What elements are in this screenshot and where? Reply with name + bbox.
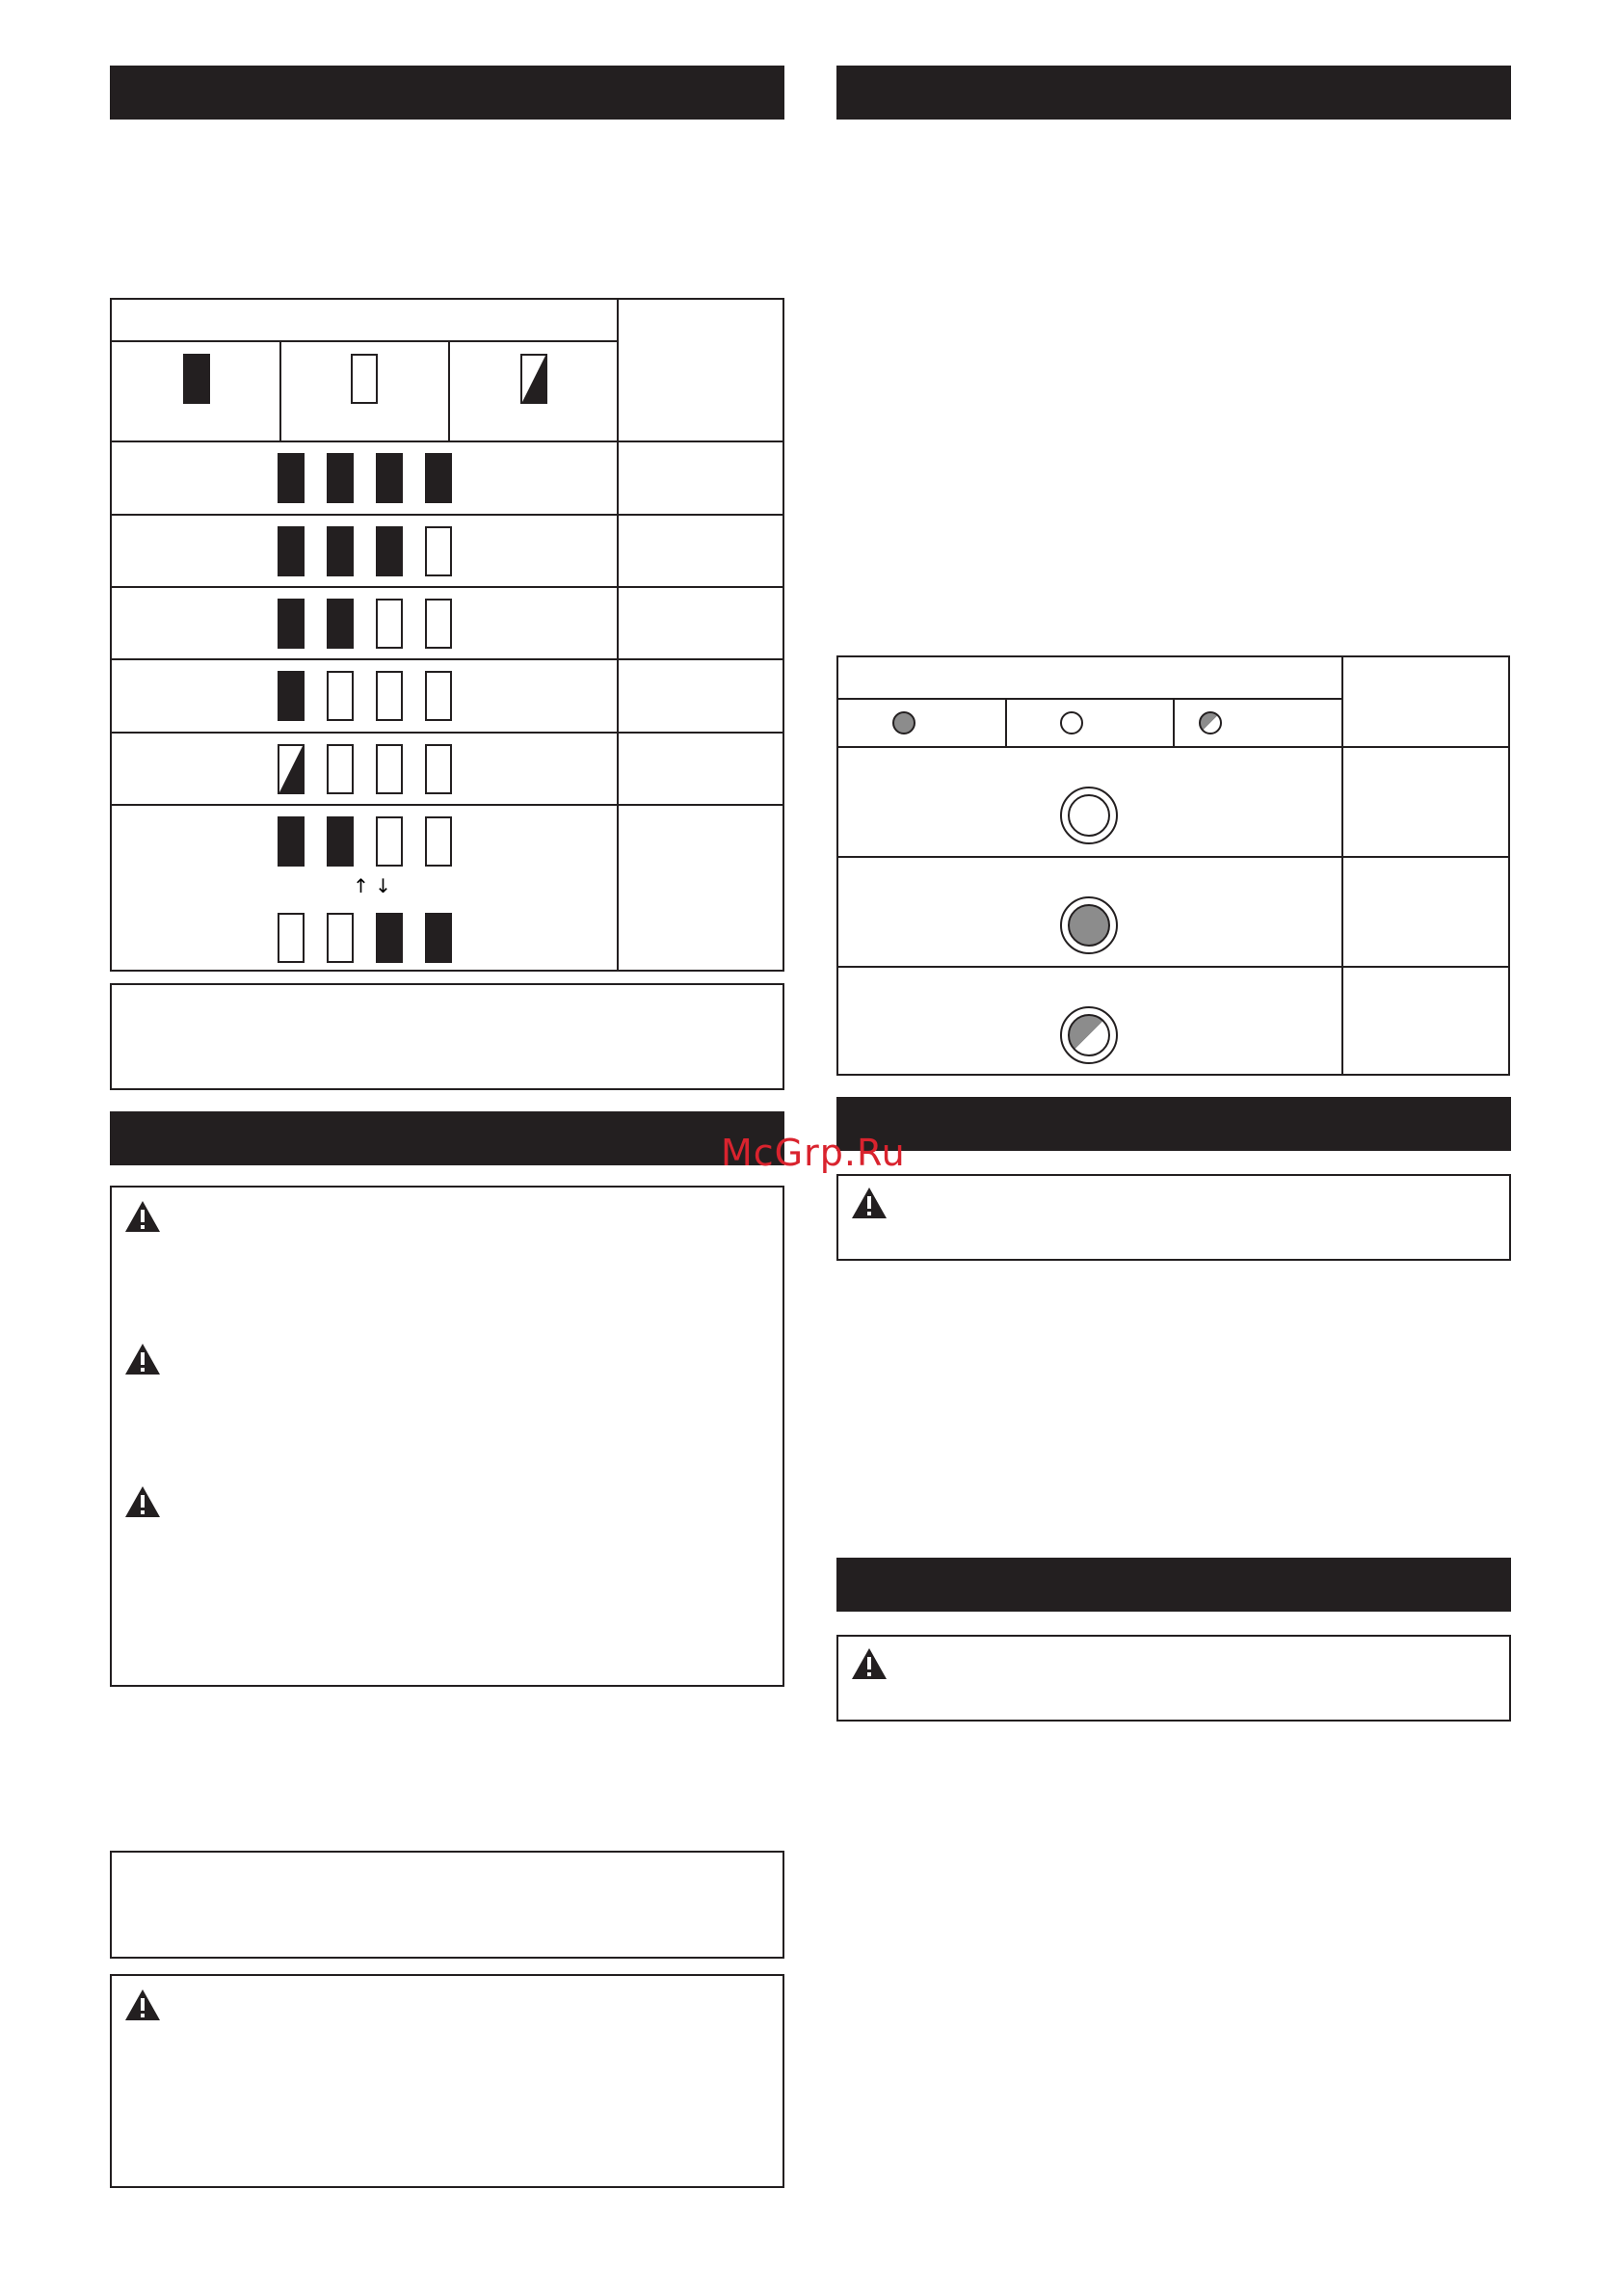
battery-lamp-half-icon xyxy=(278,744,305,794)
led-indicator-table xyxy=(836,655,1510,1076)
battery-lamp-off-icon xyxy=(327,671,354,721)
battery-lamp-on-icon xyxy=(327,816,354,867)
battery-lamp-on-icon xyxy=(376,913,403,963)
warning-triangle-icon xyxy=(123,1988,162,2022)
legend-led-blinking-icon xyxy=(1199,711,1222,734)
legend-lamp-off-icon xyxy=(351,354,378,404)
section-header-bar xyxy=(836,1558,1511,1612)
warning-triangle-icon xyxy=(123,1199,162,1234)
battery-lamp-on-icon xyxy=(376,453,403,503)
battery-lamp-off-icon xyxy=(425,671,452,721)
warning-box xyxy=(836,1635,1511,1722)
battery-lamp-off-icon xyxy=(376,744,403,794)
battery-lamp-off-icon xyxy=(425,816,452,867)
note-box xyxy=(110,1851,784,1959)
warning-box xyxy=(836,1174,1511,1261)
battery-lamp-off-icon xyxy=(376,671,403,721)
battery-lamp-on-icon xyxy=(376,526,403,576)
battery-lamp-off-icon xyxy=(376,599,403,649)
warning-box xyxy=(110,1186,784,1687)
section-header-bar xyxy=(836,66,1511,120)
legend-led-green-icon xyxy=(892,711,915,734)
watermark: McGrp.Ru xyxy=(721,1132,906,1174)
legend-lamp-lighted-icon xyxy=(183,354,210,404)
warning-triangle-icon xyxy=(123,1484,162,1519)
section-header-bar xyxy=(110,1111,784,1165)
battery-lamp-off-icon xyxy=(278,913,305,963)
section-header-bar xyxy=(110,66,784,120)
battery-lamp-off-icon xyxy=(327,913,354,963)
led-green-icon xyxy=(1060,896,1118,954)
warning-triangle-icon xyxy=(850,1186,889,1220)
legend-lamp-blinking-icon xyxy=(520,354,547,404)
arrow-indicator: ↑ ↓ xyxy=(353,874,391,897)
led-blinking-icon xyxy=(1060,1006,1118,1064)
note-box xyxy=(110,983,784,1090)
section-header-bar xyxy=(836,1097,1511,1151)
battery-indicator-table xyxy=(110,298,784,972)
battery-lamp-on-icon xyxy=(278,816,305,867)
led-off-icon xyxy=(1060,787,1118,844)
battery-lamp-on-icon xyxy=(278,526,305,576)
battery-lamp-on-icon xyxy=(327,526,354,576)
battery-lamp-off-icon xyxy=(425,599,452,649)
battery-lamp-on-icon xyxy=(425,913,452,963)
warning-triangle-icon xyxy=(850,1646,889,1681)
battery-lamp-on-icon xyxy=(425,453,452,503)
battery-lamp-off-icon xyxy=(327,744,354,794)
battery-lamp-on-icon xyxy=(278,599,305,649)
battery-lamp-on-icon xyxy=(278,671,305,721)
battery-lamp-off-icon xyxy=(376,816,403,867)
battery-lamp-on-icon xyxy=(327,453,354,503)
warning-box xyxy=(110,1974,784,2188)
warning-triangle-icon xyxy=(123,1342,162,1376)
battery-lamp-on-icon xyxy=(278,453,305,503)
battery-lamp-on-icon xyxy=(327,599,354,649)
battery-lamp-off-icon xyxy=(425,526,452,576)
legend-led-off-icon xyxy=(1060,711,1083,734)
battery-lamp-off-icon xyxy=(425,744,452,794)
